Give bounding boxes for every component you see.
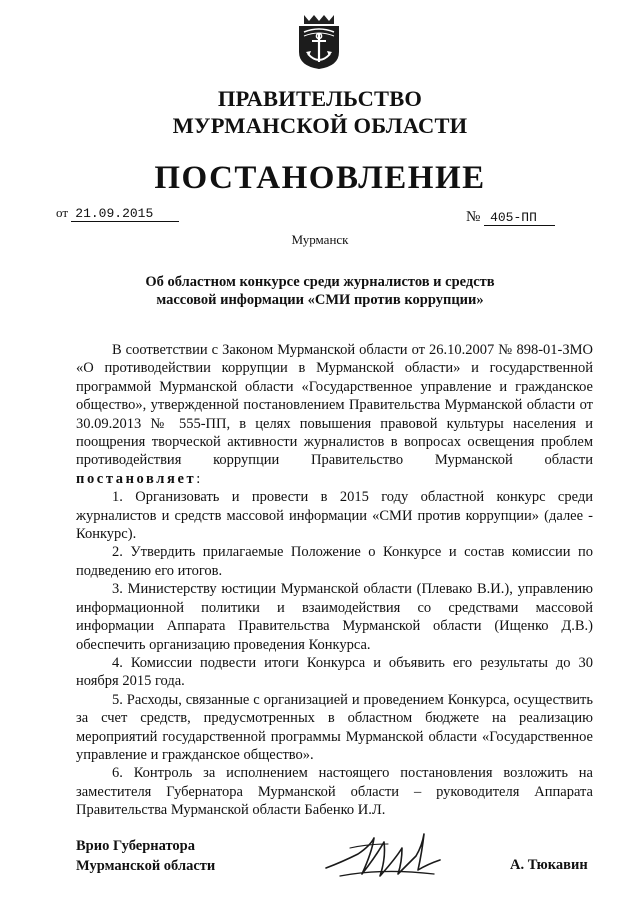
document-date: 21.09.2015 (71, 207, 179, 222)
signer-title-line1: Врио Губернатора (76, 838, 195, 854)
decree-item-3: 3. Министерству юстиции Мурманской области (Плевако В.И.), управлению информационной политики и взаимодействия со средствами массовой информации Аппарата Правительства Мурманской области (Ищенко Д.В.) обеспечить организацию проведения Конкурса. (76, 581, 593, 653)
signer-title-line2: Мурманской области (76, 858, 216, 874)
signer-name: А. Тюкавин (510, 857, 588, 873)
document-title-line1: Об областном конкурсе среди журналистов и средств (145, 274, 495, 290)
document-type: ПОСТАНОВЛЕНИЕ (154, 160, 486, 196)
decree-item-5: 5. Расходы, связанные с организацией и проведением Конкурса, осуществить за счет средств, предусмотренных в областном бюджете на реализацию мероприятий государственной программы Мурманской области «Государственное управление и гражданское общество». (76, 691, 593, 763)
number-prefix: № (466, 209, 481, 225)
decree-item-6: 6. Контроль за исполнением настоящего постановления возложить на заместителя Губернатора Мурманской области – руководителя Аппарата Правительства Мурманской области Бабенко И.Л. (76, 765, 593, 819)
document-body (76, 341, 593, 820)
decree-item-2: 2. Утвердить прилагаемые Положение о Конкурсе и состав комиссии по подведению его итогов. (76, 544, 593, 579)
org-name-line1: ПРАВИТЕЛЬСТВО (217, 86, 423, 111)
decree-colon: : (196, 470, 201, 487)
city: Мурманск (291, 232, 349, 247)
document-title-line2: массовой информации «СМИ против коррупции» (156, 292, 484, 308)
coat-of-arms-icon (296, 12, 342, 70)
preamble-paragraph (76, 341, 593, 488)
decree-item-4: 4. Комиссии подвести итоги Конкурса и объявить его результаты до 30 ноября 2015 года. (76, 654, 593, 690)
decree-word: постановляет (76, 470, 197, 487)
decree-item-1: 1. Организовать и провести в 2015 году областной конкурс среди журналистов и средств массовой информации «СМИ против коррупции» (далее - Конкурс). (76, 489, 593, 543)
handwritten-signature-icon (322, 818, 452, 890)
org-name-line2: МУРМАНСКОЙ ОБЛАСТИ (172, 113, 468, 138)
date-line (56, 205, 179, 222)
signer-title (76, 836, 215, 876)
document-number: 405-ПП (484, 211, 555, 226)
date-prefix: от (56, 205, 69, 220)
number-line (466, 209, 555, 226)
preamble-text: В соответствии с Законом Мурманской области от 26.10.2007 № 898-01-ЗМО «О противодействии коррупции в Мурманской области» и государственной программой Мурманской области «Государственное управление и гражданское общество», утвержденной постановлением Правительства Мурманской области от 30.09.2013 № 555-ПП, в целях повышения правовой культуры населения и поощрения творческой активности журналистов в вопросах освещения проблем противодействия коррупции Правительство Мурманской области (76, 342, 593, 469)
